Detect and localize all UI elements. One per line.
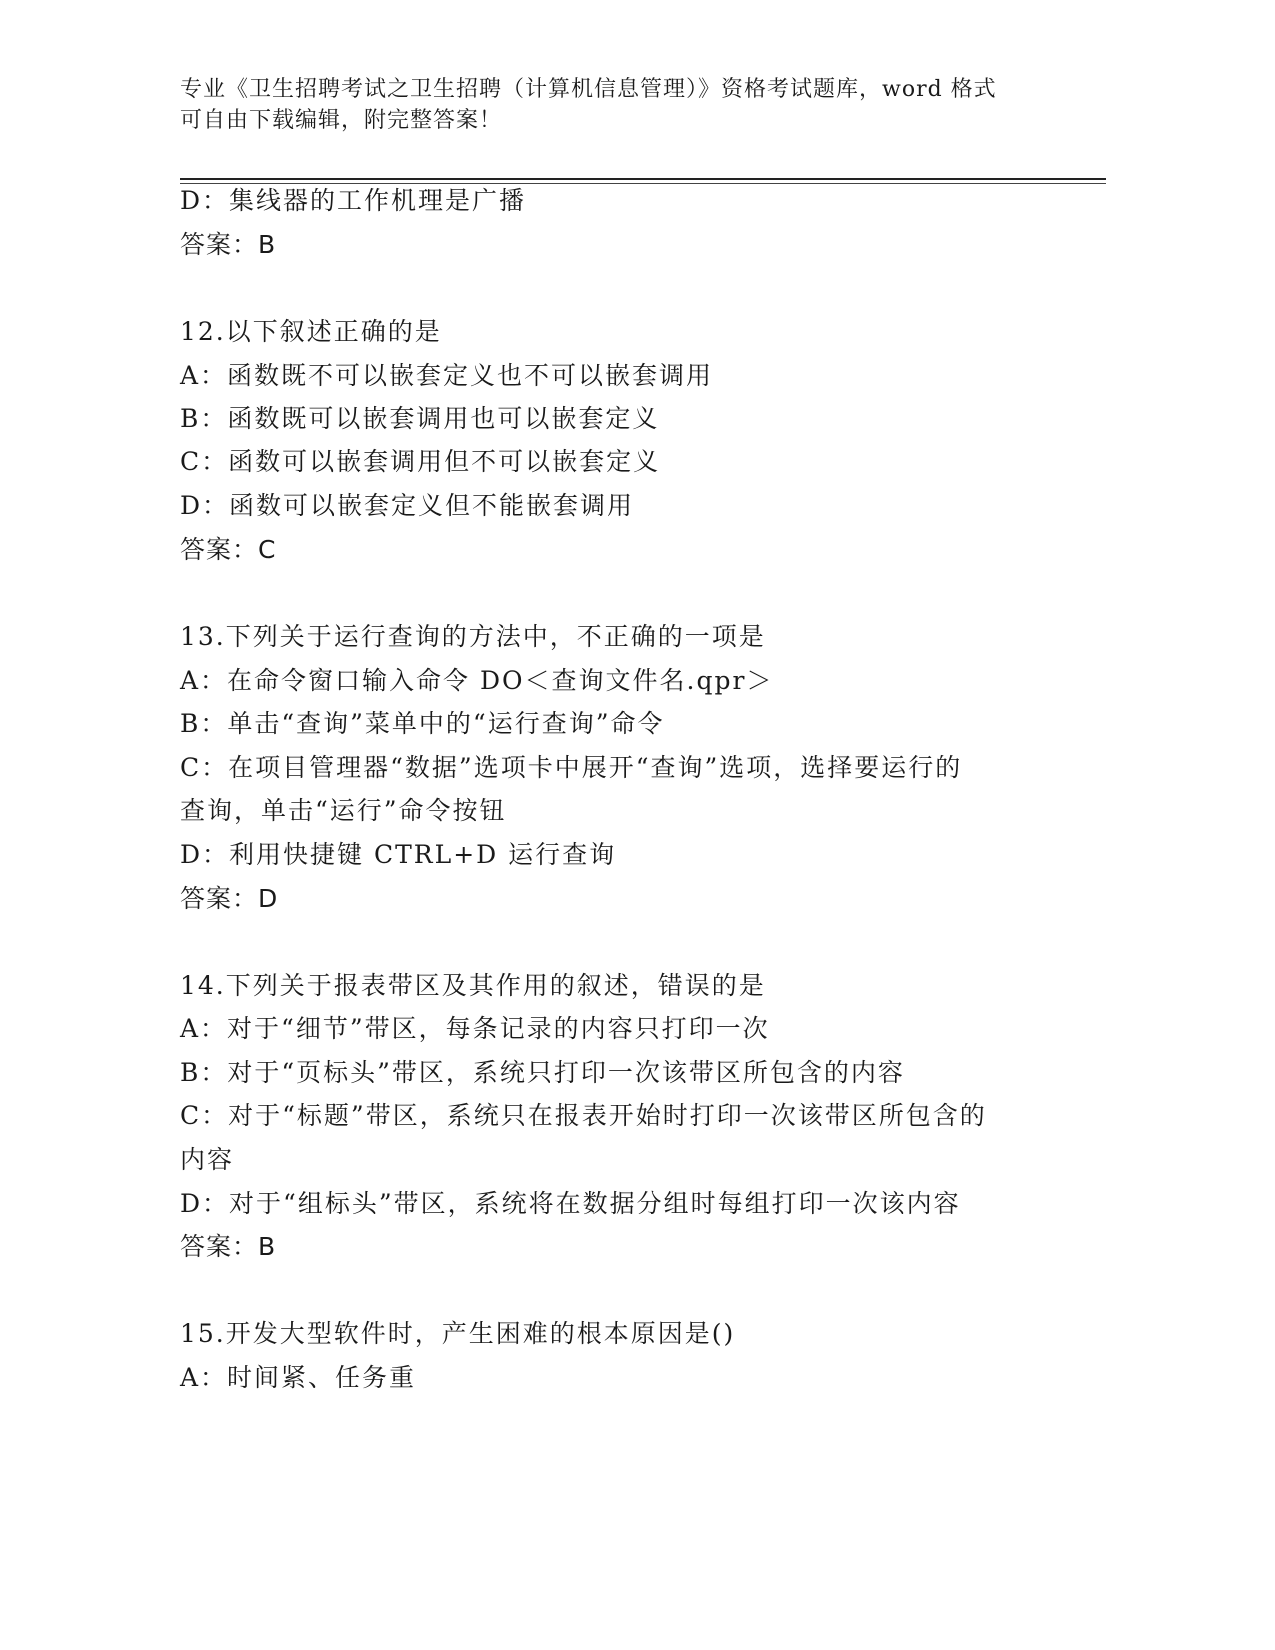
q15-option-a: A：时间紧、任务重 xyxy=(180,1363,417,1392)
header-divider-thick xyxy=(180,178,1106,180)
q14-option-b: B：对于“页标头”带区，系统只打印一次该带区所包含的内容 xyxy=(180,1058,905,1087)
q12-option-b: B：函数既可以嵌套调用也可以嵌套定义 xyxy=(180,404,660,433)
header-divider-thin xyxy=(180,183,1106,184)
q11-option-d: D：集线器的工作机理是广播 xyxy=(180,186,527,215)
q13-answer: 答案：D xyxy=(180,884,279,913)
q14-option-d: D：对于“组标头”带区，系统将在数据分组时每组打印一次该内容 xyxy=(180,1189,961,1218)
q14-answer: 答案：B xyxy=(180,1232,277,1261)
q14-option-a: A：对于“细节”带区，每条记录的内容只打印一次 xyxy=(180,1014,770,1043)
q14-stem: 14.下列关于报表带区及其作用的叙述，错误的是 xyxy=(180,971,766,1000)
q12-option-a: A：函数既不可以嵌套定义也不可以嵌套调用 xyxy=(180,361,714,390)
q15-stem: 15.开发大型软件时，产生困难的根本原因是() xyxy=(180,1319,736,1348)
q13-option-d: D：利用快捷键 CTRL+D 运行查询 xyxy=(180,840,617,869)
q14-option-c-line-2: 内容 xyxy=(180,1145,235,1174)
document-header xyxy=(180,74,1080,136)
q12-stem: 12.以下叙述正确的是 xyxy=(180,317,442,346)
q13-option-c-line-1: C：在项目管理器“数据”选项卡中展开“查询”选项，选择要运行的 xyxy=(180,753,963,782)
q13-stem: 13.下列关于运行查询的方法中，不正确的一项是 xyxy=(180,622,766,651)
header-line-1: 专业《卫生招聘考试之卫生招聘（计算机信息管理）》资格考试题库，word 格式 xyxy=(180,77,997,102)
q14-option-c-line-1: C：对于“标题”带区，系统只在报表开始时打印一次该带区所包含的 xyxy=(180,1101,987,1130)
header-line-2: 可自由下载编辑，附完整答案！ xyxy=(180,108,503,133)
q11-answer: 答案：B xyxy=(180,230,277,259)
q13-option-c-line-2: 查询，单击“运行”命令按钮 xyxy=(180,796,507,825)
q12-option-c: C：函数可以嵌套调用但不可以嵌套定义 xyxy=(180,447,661,476)
q13-option-b: B：单击“查询”菜单中的“运行查询”命令 xyxy=(180,709,665,738)
q13-option-a: A：在命令窗口输入命令 DO＜查询文件名.qpr＞ xyxy=(180,666,774,695)
q12-answer: 答案：C xyxy=(180,535,277,564)
q12-option-d: D：函数可以嵌套定义但不能嵌套调用 xyxy=(180,491,635,520)
